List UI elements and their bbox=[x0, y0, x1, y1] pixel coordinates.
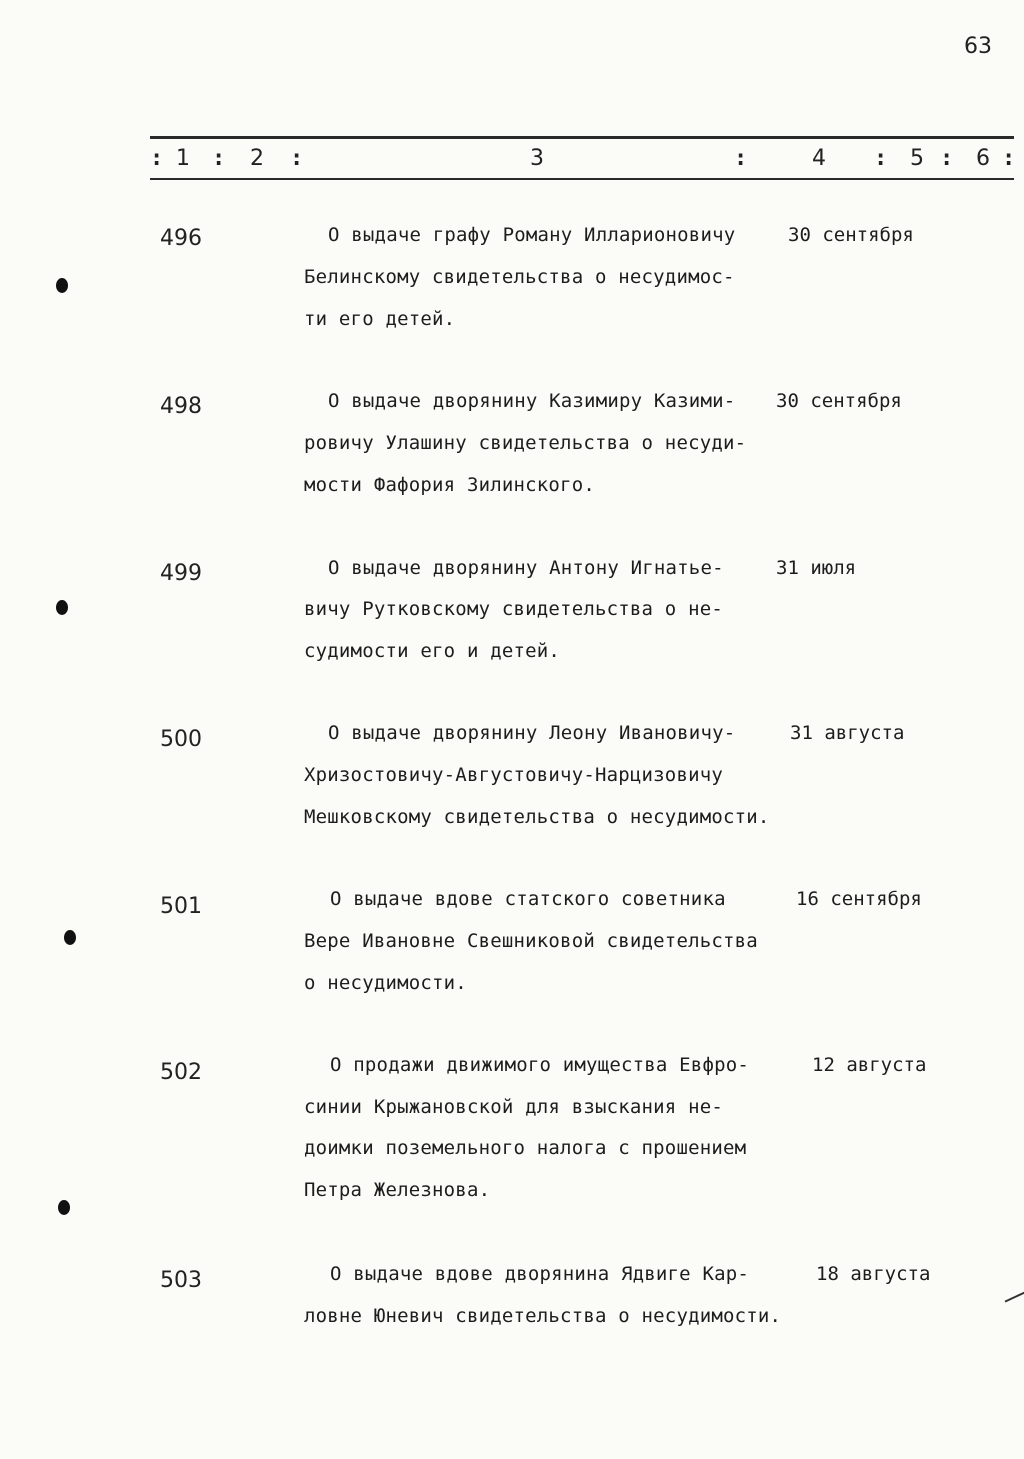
column-header-4: 4 bbox=[812, 146, 826, 171]
entry-number: 498 bbox=[160, 394, 202, 419]
entry-date: 31 августа bbox=[790, 722, 905, 744]
entry-text-line: Белинскому свидетельства о несудимос- bbox=[304, 266, 735, 288]
entry-number: 500 bbox=[160, 727, 202, 752]
entry-date: 31 июля bbox=[776, 557, 857, 579]
header-separator: : bbox=[874, 146, 888, 171]
entry-text-line: О продажи движимого имущества Евфро- bbox=[330, 1054, 750, 1076]
entry-text-line: доимки поземельного налога с прошением bbox=[304, 1137, 747, 1159]
header-separator: : bbox=[1002, 146, 1016, 171]
header-separator: : bbox=[290, 146, 304, 171]
entry-text-line: о несудимости. bbox=[304, 972, 467, 994]
entry-text-line: О выдаче вдове статского советника bbox=[330, 888, 726, 910]
column-header-5: 5 bbox=[910, 146, 924, 171]
entry-date: 30 сентября bbox=[788, 224, 914, 246]
header-separator: : bbox=[940, 146, 954, 171]
punch-hole bbox=[58, 1200, 70, 1215]
entry-date: 18 августа bbox=[816, 1263, 931, 1285]
header-separator: : bbox=[150, 146, 164, 171]
entry-text-line: О выдаче дворянину Казимиру Казими- bbox=[328, 390, 736, 412]
entry-text-line: ловне Юневич свидетельства о несудимости. bbox=[304, 1305, 782, 1327]
column-header-3: 3 bbox=[530, 146, 544, 171]
header-rule-bottom bbox=[150, 178, 1014, 180]
punch-hole bbox=[56, 278, 68, 293]
column-header-2: 2 bbox=[250, 146, 264, 171]
entry-text-line: мости Фафория Зилинского. bbox=[304, 474, 595, 496]
entry-date: 16 сентября bbox=[796, 888, 922, 910]
entry-text-line: О выдаче дворянину Антону Игнатье- bbox=[328, 557, 724, 579]
entry-text-line: Вере Ивановне Свешниковой свидетельства bbox=[304, 930, 758, 952]
entry-text-line: ти его детей. bbox=[304, 308, 456, 330]
entry-date: 30 сентября bbox=[776, 390, 902, 412]
entry-text-line: Петра Железнова. bbox=[304, 1179, 491, 1201]
entry-text-line: вичу Рутковскому свидетельства о не- bbox=[304, 598, 724, 620]
entry-number: 502 bbox=[160, 1060, 202, 1085]
header-separator: : bbox=[212, 146, 226, 171]
entry-text-line: Хризостовичу-Августовичу-Нарцизовичу bbox=[304, 764, 724, 786]
punch-hole bbox=[64, 930, 76, 945]
punch-hole bbox=[56, 600, 68, 615]
entry-text-line: О выдаче дворянину Леону Ивановичу- bbox=[328, 722, 736, 744]
page-number: 63 bbox=[964, 34, 992, 59]
entry-number: 499 bbox=[160, 561, 202, 586]
header-separator: : bbox=[734, 146, 748, 171]
entry-text-line: ровичу Улашину свидетельства о несуди- bbox=[304, 432, 747, 454]
entry-number: 503 bbox=[160, 1268, 202, 1293]
entry-text-line: Мешковскому свидетельства о несудимости. bbox=[304, 806, 770, 828]
entry-date: 12 августа bbox=[812, 1054, 927, 1076]
header-rule-top bbox=[150, 136, 1014, 139]
entry-text-line: О выдаче вдове дворянина Ядвиге Кар- bbox=[330, 1263, 750, 1285]
column-header-6: 6 bbox=[976, 146, 990, 171]
entry-number: 496 bbox=[160, 226, 202, 251]
entry-text-line: О выдаче графу Роману Илларионовичу bbox=[328, 224, 736, 246]
entry-text-line: синии Крыжановской для взыскания не- bbox=[304, 1096, 724, 1118]
column-header-1: 1 bbox=[176, 146, 190, 171]
entry-number: 501 bbox=[160, 894, 202, 919]
pencil-mark bbox=[1005, 1291, 1024, 1302]
entry-text-line: судимости его и детей. bbox=[304, 640, 561, 662]
